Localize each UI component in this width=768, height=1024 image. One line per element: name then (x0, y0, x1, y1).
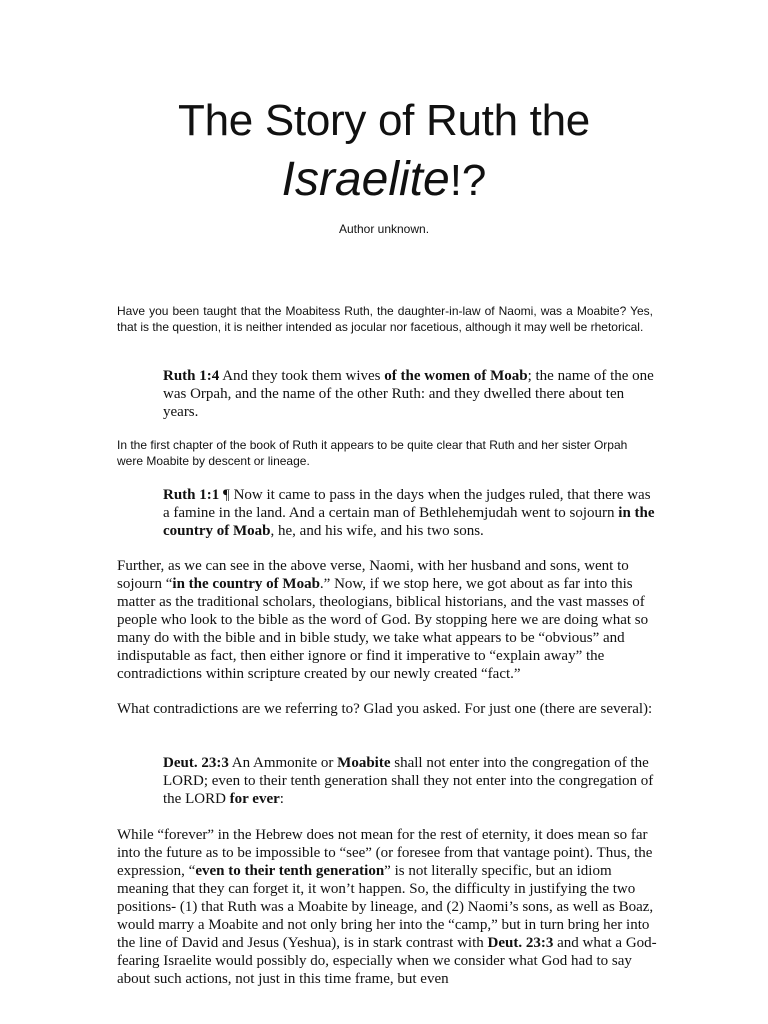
title-line-1: The Story of Ruth the (178, 96, 590, 145)
quote-text: , he, and his wife, and his two sons. (270, 523, 484, 539)
title-emphasis: Israelite (281, 153, 450, 206)
quote-text: ; the name of the one was Orpah, and the name of the other Ruth: and they dwelled there about ten years. (163, 368, 654, 420)
paragraph-emphasis: Deut. 23:3 (487, 935, 554, 951)
title-line-2 (0, 150, 768, 211)
quote-emphasis: for ever (229, 791, 280, 807)
quote-reference: Deut. 23:3 (163, 755, 229, 771)
paragraph-text: ” is not literally specific, but an idiom meaning that they can forget it, it won’t happen. So, the difficulty in justifying the two positions- (1) that Ruth was a Moabite by lineage, and (2) Naomi’s sons, as well as Boaz, would marry a Moabite and not only bring her into the “camp,” but in turn bring her into the line of David and Jesus (Yeshua), is in stark contrast with (117, 863, 654, 951)
quote-text: An Ammonite or (228, 755, 338, 771)
quote-reference: Ruth 1:4 (163, 368, 220, 384)
paragraph-text: .” Now, if we stop here, we got about as far into this matter as the traditional scholars, theologians, biblical historians, and the vast masses of people who look to the bible as the word of God. By stopping here we are doing what so many do with the bible and in bible study, we take what appears to be “obvious” and indisputable as fact, then either ignore or find it imperative to “explain away” the contradictions within scripture created by our newly created “fact.” (117, 576, 649, 682)
further-paragraph (117, 557, 662, 683)
pilcrow-icon: ¶ (219, 487, 230, 503)
quote-text: Now it came to pass in the days when the judges ruled, that there was a famine in the land. And a certain man of Bethlehemjudah went to sojourn (163, 487, 651, 521)
quote-text: : (279, 791, 284, 807)
forever-paragraph (117, 826, 662, 988)
paragraph-emphasis: even to their tenth generation (195, 863, 385, 879)
quote-ruth-1-4 (163, 367, 658, 421)
quote-deut-23-3 (163, 754, 658, 808)
quote-reference: Ruth 1:1 (163, 487, 220, 503)
quote-emphasis: in the country of Moab (163, 505, 655, 539)
paragraph-text: Further, as we can see in the above verse, Naomi, with her husband and sons, went to sojourn “ (117, 558, 629, 592)
quote-text: shall not enter into the congregation of the LORD; even to their tenth generation shall they not enter into the congregation of the LORD (163, 755, 654, 807)
paragraph-emphasis: in the country of Moab (172, 576, 320, 592)
quote-emphasis: Moabite (337, 755, 391, 771)
contradictions-paragraph: What contradictions are we referring to? Glad you asked. For just one (there are several): (117, 701, 653, 717)
title-suffix: !? (449, 156, 487, 205)
quote-ruth-1-1 (163, 486, 658, 540)
quote-text: And they took them wives (219, 368, 385, 384)
first-chapter-paragraph: In the first chapter of the book of Ruth it appears to be quite clear that Ruth and her sister Orpah were Moabite by descent or lineage. (117, 438, 628, 468)
paragraph-text: and what a God-fearing Israelite would possibly do, especially when we consider what God had to say about such actions, not just in this time frame, but even (117, 935, 657, 987)
paragraph-text: While “forever” in the Hebrew does not mean for the rest of eternity, it does mean so far into the future as to be impossible to “see” (or foresee from that vantage point). Thus, the expression, “ (117, 827, 653, 879)
author-line: Author unknown. (338, 222, 430, 236)
quote-emphasis: of the women of Moab (384, 368, 528, 384)
intro-paragraph: Have you been taught that the Moabitess Ruth, the daughter-in-law of Naomi, was a Moabite? Yes, that is the question, it is neither intended as jocular nor facetious, although it may well be rhetorical. (117, 304, 653, 334)
